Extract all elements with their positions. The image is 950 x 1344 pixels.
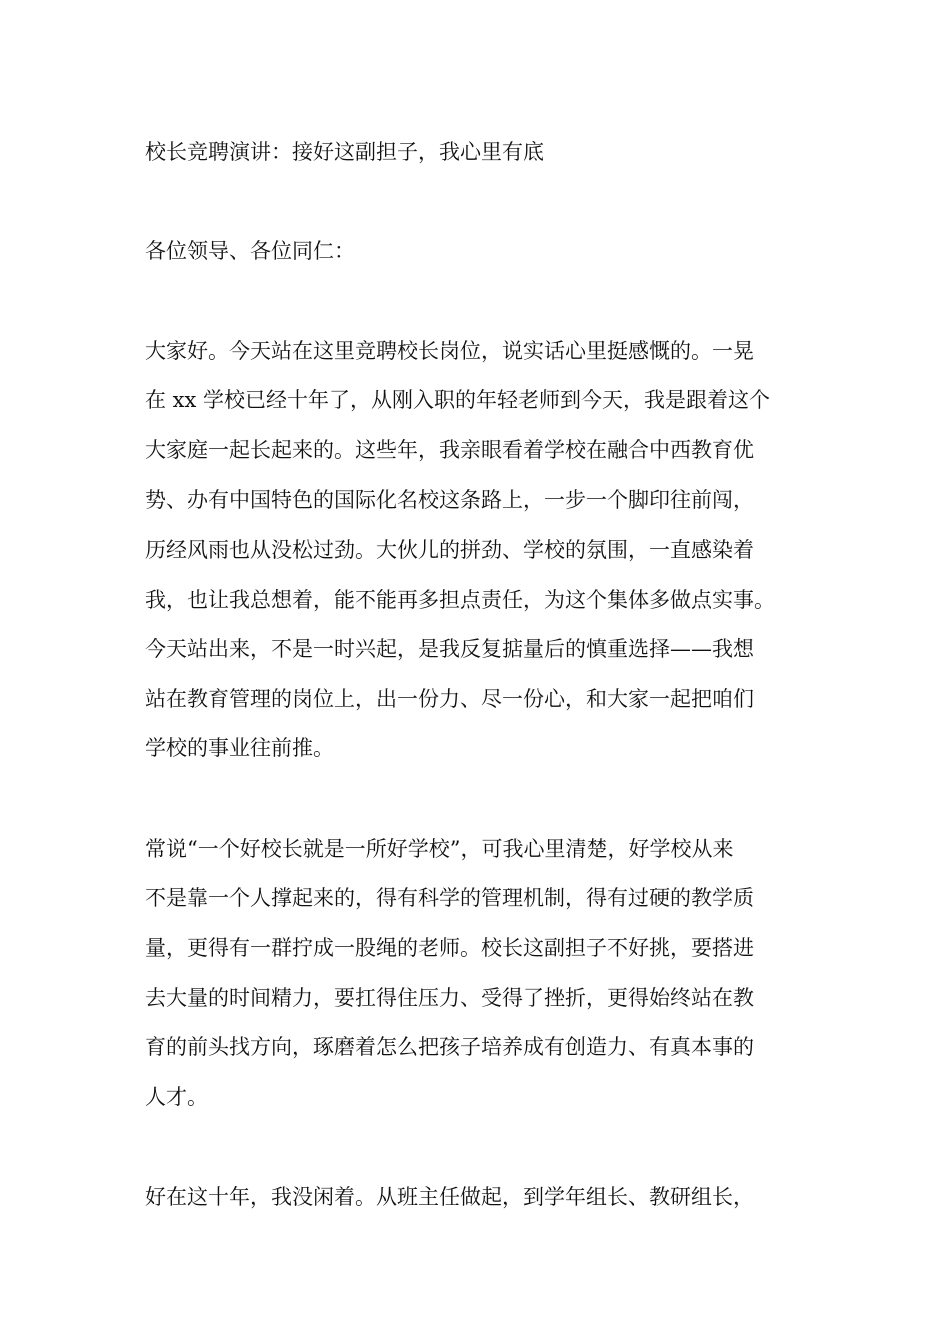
paragraph-line: 站在教育管理的岗位上，出一份力、尽一份心，和大家一起把咱们 — [145, 687, 754, 711]
paragraph-line: 量，更得有一群拧成一股绳的老师。校长这副担子不好挑，要搭进 — [145, 936, 754, 960]
salutation: 各位领导、各位同仁： — [145, 239, 355, 263]
paragraph-line: 大家好。今天站在这里竞聘校长岗位，说实话心里挺感慨的。一晃 — [145, 339, 754, 363]
paragraph-line: 我，也让我总想着，能不能再多担点责任，为这个集体多做点实事。 — [145, 588, 775, 612]
paragraph-line: 好在这十年，我没闲着。从班主任做起，到学年组长、教研组长， — [145, 1185, 754, 1209]
paragraph-line: 学校的事业往前推。 — [145, 736, 334, 760]
paragraph-line: 不是靠一个人撑起来的，得有科学的管理机制，得有过硬的教学质 — [145, 886, 754, 910]
document-title: 校长竞聘演讲：接好这副担子，我心里有底 — [145, 140, 544, 164]
paragraph-line: 人才。 — [145, 1085, 208, 1109]
paragraph-line: 在 xx 学校已经十年了，从刚入职的年轻老师到今天，我是跟着这个 — [145, 388, 771, 412]
paragraph-line: 势、办有中国特色的国际化名校这条路上，一步一个脚印往前闯， — [145, 488, 754, 512]
paragraph-line: 大家庭一起长起来的。这些年，我亲眼看着学校在融合中西教育优 — [145, 438, 754, 462]
paragraph-line: 育的前头找方向，琢磨着怎么把孩子培养成有创造力、有真本事的 — [145, 1035, 754, 1059]
paragraph-line: 去大量的时间精力，要扛得住压力、受得了挫折，更得始终站在教 — [145, 986, 754, 1010]
paragraph-line: 常说“一个好校长就是一所好学校”，可我心里清楚，好学校从来 — [145, 837, 734, 861]
paragraph-line: 历经风雨也从没松过劲。大伙儿的拼劲、学校的氛围，一直感染着 — [145, 538, 754, 562]
paragraph-line: 今天站出来，不是一时兴起，是我反复掂量后的慎重选择——我想 — [145, 637, 754, 661]
